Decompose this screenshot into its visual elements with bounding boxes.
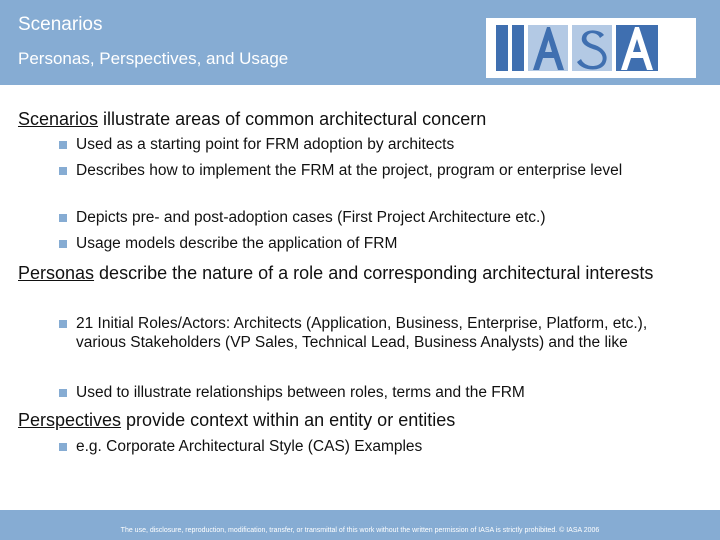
iasa-logo-graphic — [486, 18, 696, 78]
bullet-marker — [59, 320, 67, 328]
scenarios-bullet-3: Depicts pre- and post-adoption cases (First Project Architecture etc.) — [76, 209, 546, 226]
personas-bullet-2: Used to illustrate relationships between roles, terms and the FRM — [76, 384, 525, 401]
perspectives-text: provide context within an entity or entities — [121, 410, 456, 430]
personas-bullet-1: 21 Initial Roles/Actors: Architects (Application, Business, Enterprise, Platform, etc.), various Stakeholders (VP Sales, Technical Lead, Business Analysts) and the like — [76, 315, 648, 351]
personas-heading — [18, 262, 658, 284]
slide-subtitle: Personas, Perspectives, and Usage — [18, 49, 289, 68]
bullet-marker — [59, 240, 67, 248]
bullet-marker — [59, 141, 67, 149]
scenarios-term: Scenarios — [18, 109, 99, 129]
personas-text: describe the nature of a role and corresponding architectural interests — [94, 263, 654, 283]
bullet-marker — [59, 389, 67, 397]
footer-bar — [0, 510, 720, 540]
bullet-marker — [59, 167, 67, 175]
header-bar — [0, 0, 720, 85]
scenarios-text: illustrate areas of common architectural concern — [98, 109, 487, 129]
iasa-logo — [486, 18, 696, 78]
personas-term: Personas — [18, 263, 95, 283]
bullet-marker — [59, 214, 67, 222]
copyright-notice: The use, disclosure, reproduction, modification, transfer, or transmittal of this work without the written permission of IASA is strictly prohibited. © IASA 2006 — [120, 527, 600, 534]
scenarios-bullet-4: Usage models describe the application of FRM — [76, 235, 398, 252]
scenarios-bullet-1: Used as a starting point for FRM adoption by architects — [76, 136, 455, 153]
scenarios-heading — [18, 108, 678, 130]
perspectives-heading — [18, 409, 678, 431]
bullet-marker — [59, 443, 67, 451]
slide-title: Scenarios — [18, 14, 103, 35]
scenarios-bullet-2: Describes how to implement the FRM at the project, program or enterprise level — [76, 162, 623, 179]
perspectives-bullet-1: e.g. Corporate Architectural Style (CAS) Examples — [76, 438, 423, 455]
perspectives-term: Perspectives — [18, 410, 122, 430]
